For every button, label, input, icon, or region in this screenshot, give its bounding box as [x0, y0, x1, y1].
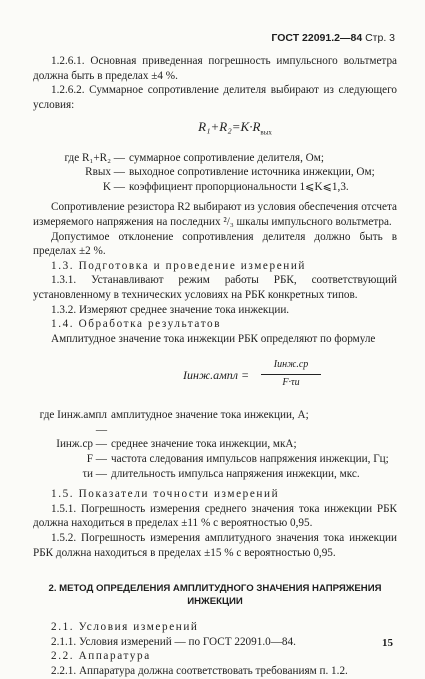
definition-symbol: Rвых —	[85, 166, 125, 179]
formula-1-main: R₁+R₂=K·R	[198, 119, 261, 135]
page-number: 15	[382, 637, 393, 649]
paragraph-resistor-r2: Сопротивление резистора R2 выбирают из условия обеспечения отсчета измеряемого напряжения на последних ²/₃ шкалы импульсного вольтметра.	[33, 201, 397, 228]
paragraph-1-2-6-2: 1.2.6.2. Суммарное сопротивление делителя выбирают из следующего условия:	[33, 84, 397, 111]
definition-symbol: где R₁+R₂ —	[64, 151, 125, 164]
formula-injection-current	[33, 354, 397, 398]
formula-2-numerator: Iинж.ср	[261, 358, 321, 375]
definition-row	[33, 408, 397, 437]
page-label: Стр. 3	[365, 32, 395, 44]
formula-1-subscript: вых	[260, 128, 272, 137]
definition-row	[33, 452, 397, 467]
definition-symbol: τи —	[82, 467, 107, 480]
definition-row	[33, 180, 397, 195]
definition-symbol: F —	[86, 453, 107, 466]
formula-2-fraction	[261, 358, 321, 390]
definition-text: выходное сопротивление источника инжекции, Ом;	[129, 166, 375, 179]
paragraph-1-2-6-1: 1.2.6.1. Основная приведенная погрешность импульсного вольтметра должна быть в пределах ±4 %.	[33, 55, 397, 82]
definition-text: среднее значение тока инжекции, мкА;	[111, 438, 297, 451]
definition-row	[33, 151, 397, 166]
heading-2-1: 2.1. Условия измерений	[51, 621, 199, 634]
heading-2-2: 2.2. Аппаратура	[51, 650, 151, 663]
formula-2-denominator: F·τи	[282, 376, 300, 388]
definition-symbol: Iинж.ср —	[56, 438, 107, 451]
definition-text: коэффициент пропорциональности 1⩽K⩽1,3.	[129, 180, 349, 193]
heading-1-4: 1.4. Обработка результатов	[51, 318, 222, 331]
paragraph-1-3-2: 1.3.2. Измеряют среднее значение тока инжекции.	[51, 303, 290, 316]
paragraph-1-5-2: 1.5.2. Погрешность измерения амплитудного значения тока инжекции РБК должна находиться в пределах ±15 % с вероятностью 0,95.	[33, 532, 397, 559]
definition-symbol: K —	[102, 180, 125, 193]
heading-1-5: 1.5. Показатели точности измерений	[51, 488, 280, 501]
definition-row	[33, 437, 397, 452]
definitions-list-2	[33, 408, 397, 481]
paragraph-2-2-1: 2.2.1. Аппаратура должна соответствовать требованиям п. 1.2.	[51, 665, 348, 677]
paragraph-amplitude-formula-intro: Амплитудное значение тока инжекции РБК определяют по формуле	[51, 332, 376, 345]
definition-text: суммарное сопротивление делителя, Ом;	[129, 151, 324, 164]
definitions-list-1	[33, 151, 397, 195]
page-header	[271, 31, 395, 46]
definition-text: длительность импульса напряжения инжекции, мкс.	[111, 467, 360, 480]
paragraph-2-1-1: 2.1.1. Условия измерений — по ГОСТ 22091.0—84.	[51, 635, 296, 648]
formula-divider-resistance	[33, 120, 397, 140]
definition-symbol: где Iинж.ампл —	[39, 409, 107, 436]
paragraph-1-3-1: 1.3.1. Устанавливают режим работы РБК, соответствующий установленному в технических условиях на РБК конкретных типов.	[33, 274, 397, 301]
document-body	[33, 54, 397, 679]
paragraph-1-5-1: 1.5.1. Погрешность измерения среднего значения тока инжекции РБК должна находиться в пределах ±11 % с вероятностью 0,95.	[33, 502, 397, 530]
formula-2-lhs: Iинж.ампл =	[183, 368, 250, 383]
definition-row	[33, 165, 397, 180]
heading-1-3: 1.3. Подготовка и проведение измерений	[51, 259, 307, 272]
definition-text: амплитудное значение тока инжекции, А;	[111, 409, 309, 422]
definition-text: частота следования импульсов напряжения инжекции, Гц;	[111, 453, 389, 466]
paragraph-tolerance: Допустимое отклонение сопротивления делителя должно быть в пределах ±2 %.	[33, 230, 397, 258]
document-code: ГОСТ 22091.2—84	[271, 32, 363, 44]
definition-row	[33, 467, 397, 482]
section-2-title: 2. МЕТОД ОПРЕДЕЛЕНИЯ АМПЛИТУДНОГО ЗНАЧЕНИЯ НАПРЯЖЕНИЯ ИНЖЕКЦИИ	[48, 583, 382, 608]
